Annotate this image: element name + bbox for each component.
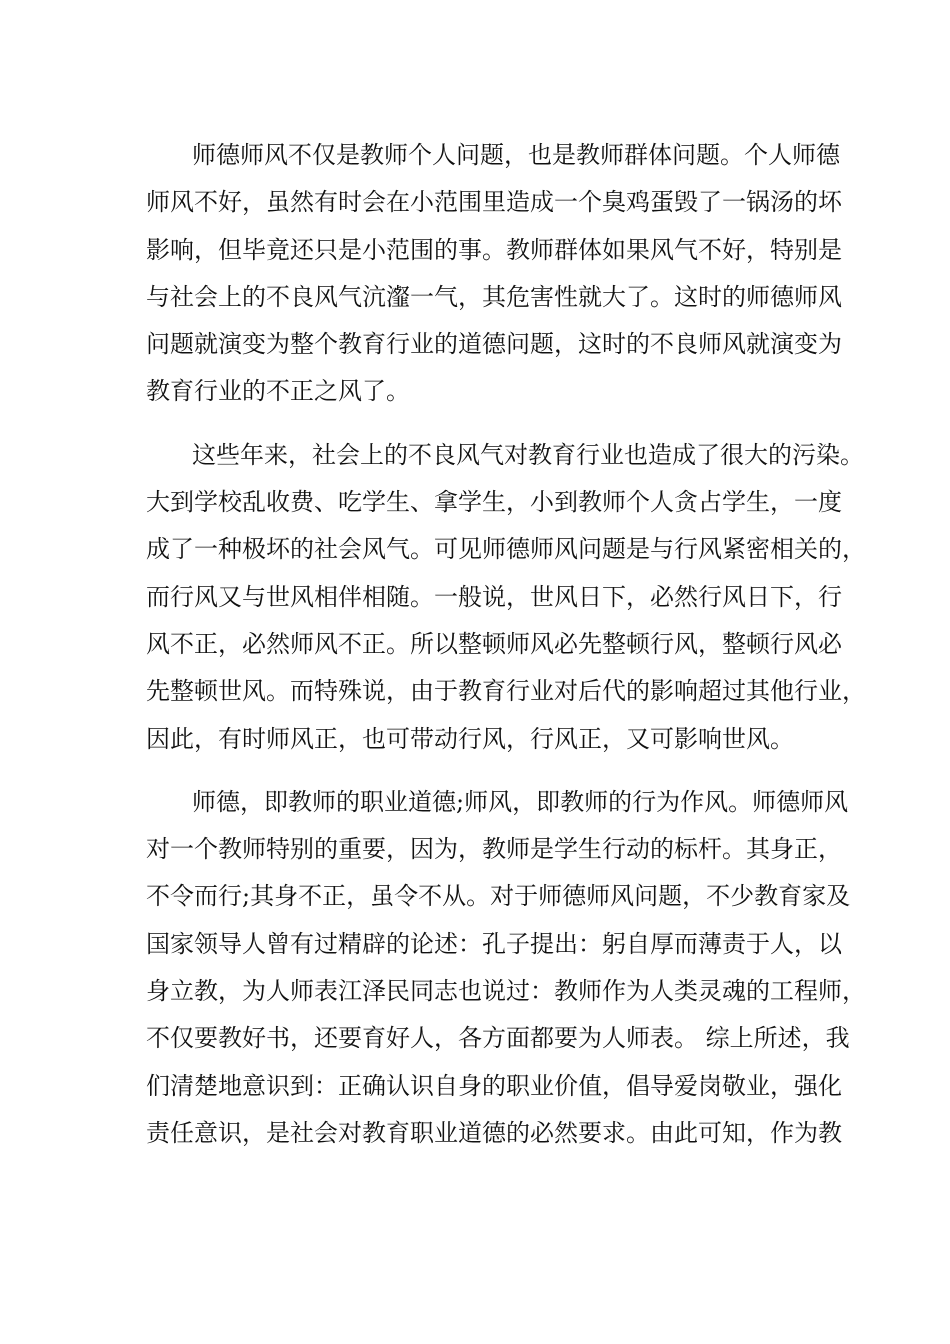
- text-line: 问题就演变为整个教育行业的道德问题，这时的不良师风就演变为: [146, 330, 842, 359]
- text-line: 影响，但毕竟还只是小范围的事。教师群体如果风气不好，特别是: [146, 235, 842, 264]
- text-line: 责任意识，是社会对教育职业道德的必然要求。由此可知，作为教: [146, 1118, 842, 1147]
- text-line: 们清楚地意识到：正确认识自身的职业价值，倡导爱岗敬业，强化: [146, 1071, 842, 1100]
- text-line: 先整顿世风。而特殊说，由于教育行业对后代的影响超过其他行业，: [146, 677, 866, 706]
- paragraph-1: [146, 132, 842, 416]
- text-line: 师风不好，虽然有时会在小范围里造成一个臭鸡蛋毁了一锅汤的坏: [146, 188, 842, 217]
- text-line: 教育行业的不正之风了。: [146, 377, 410, 406]
- paragraph-2: [146, 432, 866, 763]
- text-line: 对一个教师特别的重要，因为，教师是学生行动的标杆。其身正，: [146, 835, 842, 864]
- text-line: 与社会上的不良风气沆瀣一气，其危害性就大了。这时的师德师风: [146, 282, 842, 311]
- text-line: 大到学校乱收费、吃学生、拿学生，小到教师个人贪占学生，一度: [146, 488, 842, 517]
- text-line: 国家领导人曾有过精辟的论述：孔子提出：躬自厚而薄责于人，以: [146, 929, 842, 958]
- document-body: [146, 132, 866, 1157]
- text-line: 师德师风不仅是教师个人问题，也是教师群体问题。个人师德: [192, 141, 840, 169]
- text-line: 身立教，为人师表江泽民同志也说过：教师作为人类灵魂的工程师，: [146, 977, 866, 1006]
- text-line: 不令而行;其身不正，虽令不从。对于师德师风问题，不少教育家及: [146, 882, 851, 911]
- text-line: 这些年来，社会上的不良风气对教育行业也造成了很大的污染。: [192, 440, 864, 469]
- text-line: 成了一种极坏的社会风气。可见师德师风问题是与行风紧密相关的，: [146, 535, 866, 564]
- text-line: 师德，即教师的职业道德;师风，即教师的行为作风。师德师风: [192, 787, 849, 816]
- text-line: 风不正，必然师风不正。所以整顿师风必先整顿行风，整顿行风必: [146, 629, 842, 658]
- paragraph-3: [146, 779, 866, 1157]
- text-line: 而行风又与世风相伴相随。一般说，世风日下，必然行风日下，行: [146, 582, 842, 611]
- text-line: 因此，有时师风正，也可带动行风，行风正，又可影响世风。: [146, 724, 794, 753]
- text-line: 不仅要教好书，还要育好人，各方面都要为人师表。 综上所述，我: [146, 1024, 850, 1053]
